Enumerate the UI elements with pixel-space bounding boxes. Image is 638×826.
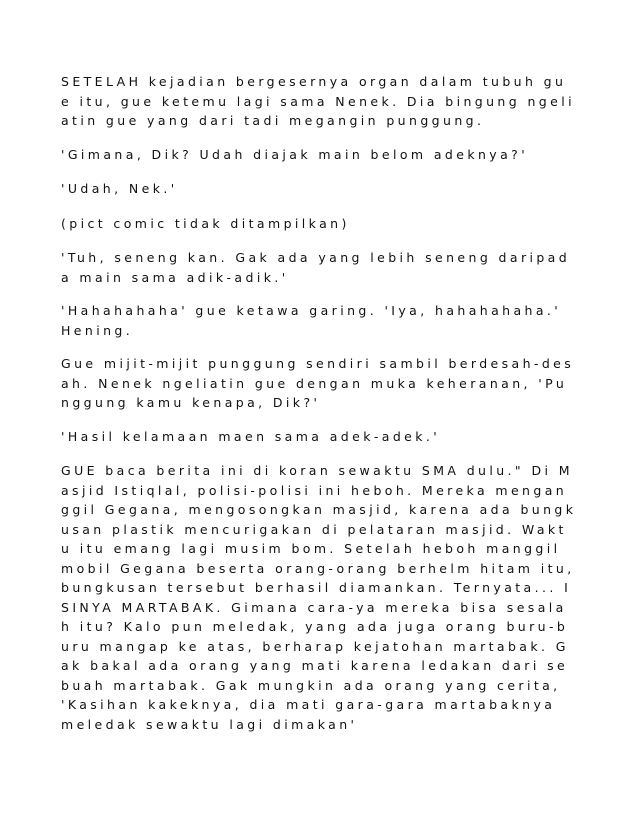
paragraph-dialogue-reply: 'Udah, Nek.' bbox=[61, 181, 178, 196]
paragraph-dialogue-nenek-question: 'Gimana, Dik? Udah diajak main belom adeknya?' bbox=[61, 146, 529, 162]
paragraph-comic-note: (pict comic tidak ditampilkan) bbox=[61, 215, 350, 231]
paragraph-dialogue-nenek: 'Tuh, seneng kan. Gak ada yang lebih seneng daripada main sama adik-adik.' bbox=[61, 250, 571, 285]
document-body bbox=[61, 72, 577, 748]
paragraph-intro: SETELAH kejadian bergesernya organ dalam tubuh gue itu, gue ketemu lagi sama Nenek. Dia bingung ngeliatin gue yang dari tadi megangin punggung. bbox=[61, 74, 575, 128]
paragraph-martabak-story: GUE baca berita ini di koran sewaktu SMA dulu." Di Masjid Istiqlal, polisi-polisi ini heboh. Mereka menganggil Gegana, mengosongkan masjid, karena ada bungkusan plastik mencurigakan di pelataran masjid. Waktu itu emang lagi musim bom. Setelah heboh manggil mobil Gegana beserta orang-orang berhelm hitam itu, bungkusan tersebut berhasil diamankan. Ternyata... ISINYA MARTABAK. Gimana cara-ya mereka bisa sesalah itu? Kalo pun meledak, yang ada juga orang buru-buru mangap ke atas, berharap kejatohan martabak. Gak bakal ada orang yang mati karena ledakan dari sebuah martabak. Gak mungkin ada orang yang cerita, 'Kasihan kakeknya, dia mati gara-gara martabaknya meledak sewaktu lagi dimakan' bbox=[61, 463, 577, 732]
paragraph-back-massage: Gue mijit-mijit punggung sendiri sambil berdesah-desah. Nenek ngeliatin gue dengan muka keheranan, 'Punggung kamu kenapa, Dik?' bbox=[61, 356, 575, 410]
paragraph-laugh: 'Hahahahaha' gue ketawa garing. 'Iya, hahahahaha.' Hening. bbox=[61, 303, 562, 338]
paragraph-answer: 'Hasil kelamaan maen sama adek-adek.' bbox=[61, 428, 441, 444]
